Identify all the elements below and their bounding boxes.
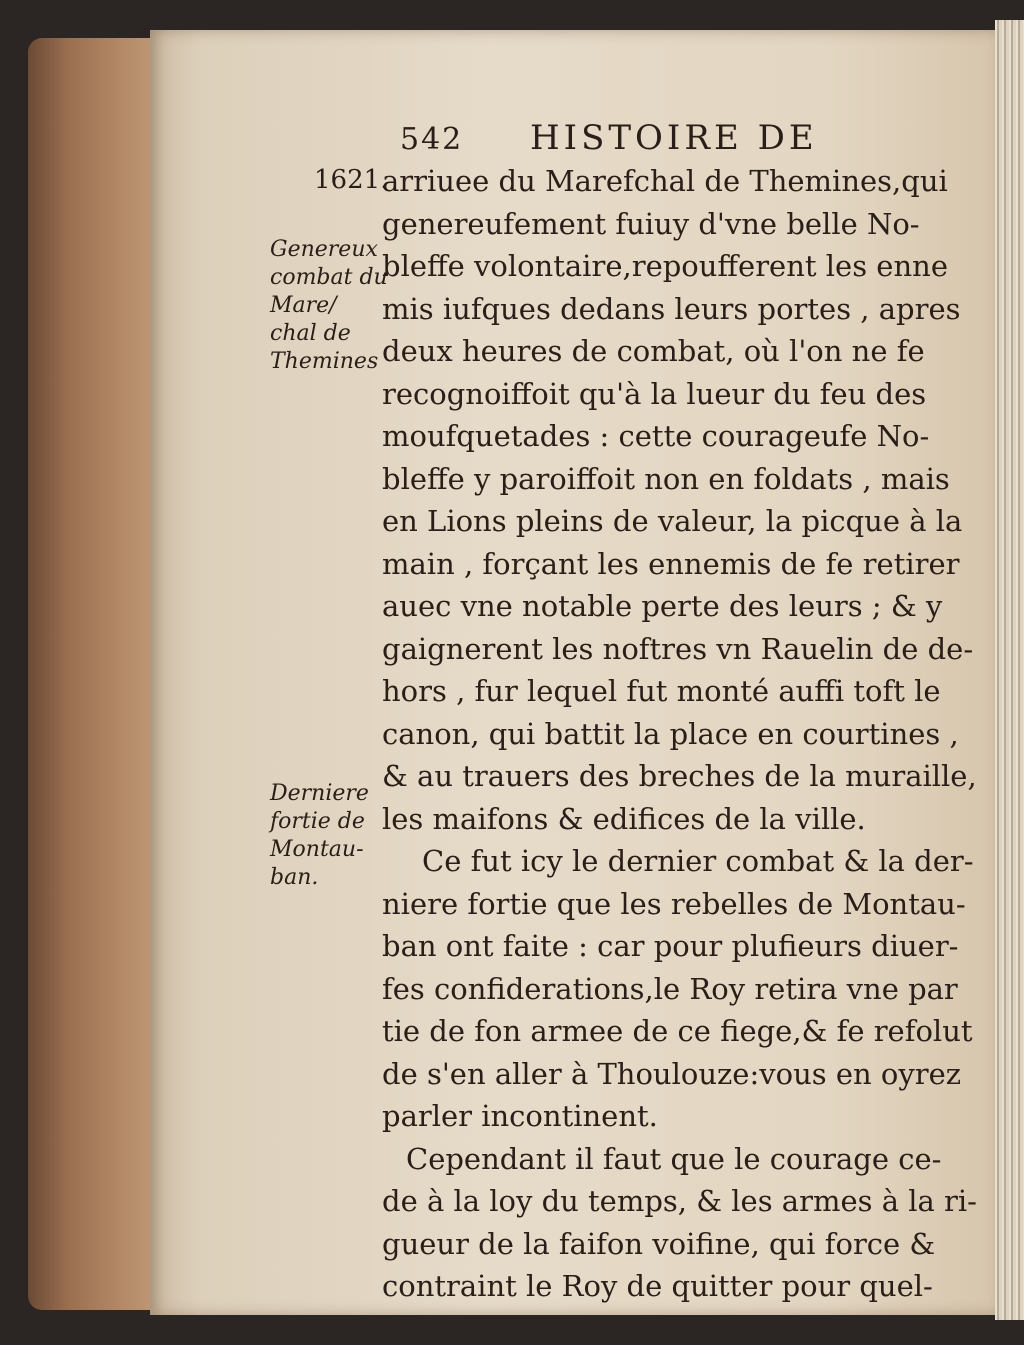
text-line: en Lions pleins de valeur, la picque à la (382, 504, 963, 538)
margin-note-derniere-sortie (270, 780, 369, 892)
text-line: mis iufques dedans leurs portes , apres (382, 291, 961, 326)
text-line: de à la loy du temps, & les armes à la ri- (382, 1184, 977, 1218)
text-line: bleffe y paroiffoit non en foldats , mais (382, 461, 950, 496)
margin-note-line: Themines (270, 349, 379, 374)
text-line: les maifons & edifices de la ville. (382, 801, 866, 836)
body-text (382, 160, 982, 1308)
text-line: moufquetades : cette courageufe No- (382, 419, 930, 453)
text-line: de s'en aller à Thoulouze:vous en oyrez (382, 1056, 962, 1091)
text-line: niere fortie que les rebelles de Montau- (382, 886, 966, 921)
page-number: 542 (400, 122, 464, 157)
running-title: HISTOIRE DE (530, 118, 818, 158)
text-line: tie de fon armee de ce fiege,& fe refolut (382, 1014, 973, 1048)
text-line: recognoiffoit qu'à la lueur du feu des (382, 376, 927, 411)
text-line: arriuee du Marefchal de Themines,qui (382, 164, 948, 198)
margin-note-line: Mare/ (270, 293, 337, 318)
year-margin-note: 1621. (314, 165, 389, 195)
text-line-indented: Ce fut icy le dernier combat & la der- (422, 844, 974, 878)
text-line: parler incontinent. (382, 1099, 658, 1133)
margin-note-line: Derniere (270, 781, 369, 806)
text-line: hors , fur lequel fut monté auffi toft le (382, 674, 941, 708)
text-line: contraint le Roy de quitter pour quel- (382, 1269, 933, 1303)
text-line: main , forçant les ennemis de fe retirer (382, 546, 960, 581)
text-line: gueur de la faifon voifine, qui force & (382, 1226, 936, 1261)
text-line: genereufement fuiuy d'vne belle No- (382, 206, 920, 241)
margin-note-line: ban. (270, 865, 319, 890)
text-line: bleffe volontaire,repoufferent les enne (382, 249, 948, 283)
margin-note-line: Genereux (270, 237, 378, 262)
margin-note-line: chal de (270, 321, 351, 346)
margin-note-genereux-combat (270, 236, 388, 376)
margin-note-line: Montau- (270, 837, 364, 862)
margin-note-line: fortie de (270, 809, 365, 834)
text-line: fes confiderations,le Roy retira vne par (382, 971, 958, 1006)
text-line: & au trauers des breches de la muraille, (382, 759, 977, 793)
text-line: gaignerent les noftres vn Rauelin de de- (382, 631, 974, 666)
margin-note-line: combat du (270, 265, 388, 290)
page-header (390, 118, 990, 160)
text-line-indented: Cependant il faut que le courage ce- (406, 1141, 942, 1176)
text-line: canon, qui battit la place en courtines , (382, 716, 959, 751)
right-page-edges (995, 20, 1024, 1320)
text-line: auec vne notable perte des leurs ; & y (382, 589, 943, 623)
text-line: ban ont faite : car pour plufieurs diuer- (382, 929, 959, 963)
text-line: deux heures de combat, où l'on ne fe (382, 334, 925, 368)
